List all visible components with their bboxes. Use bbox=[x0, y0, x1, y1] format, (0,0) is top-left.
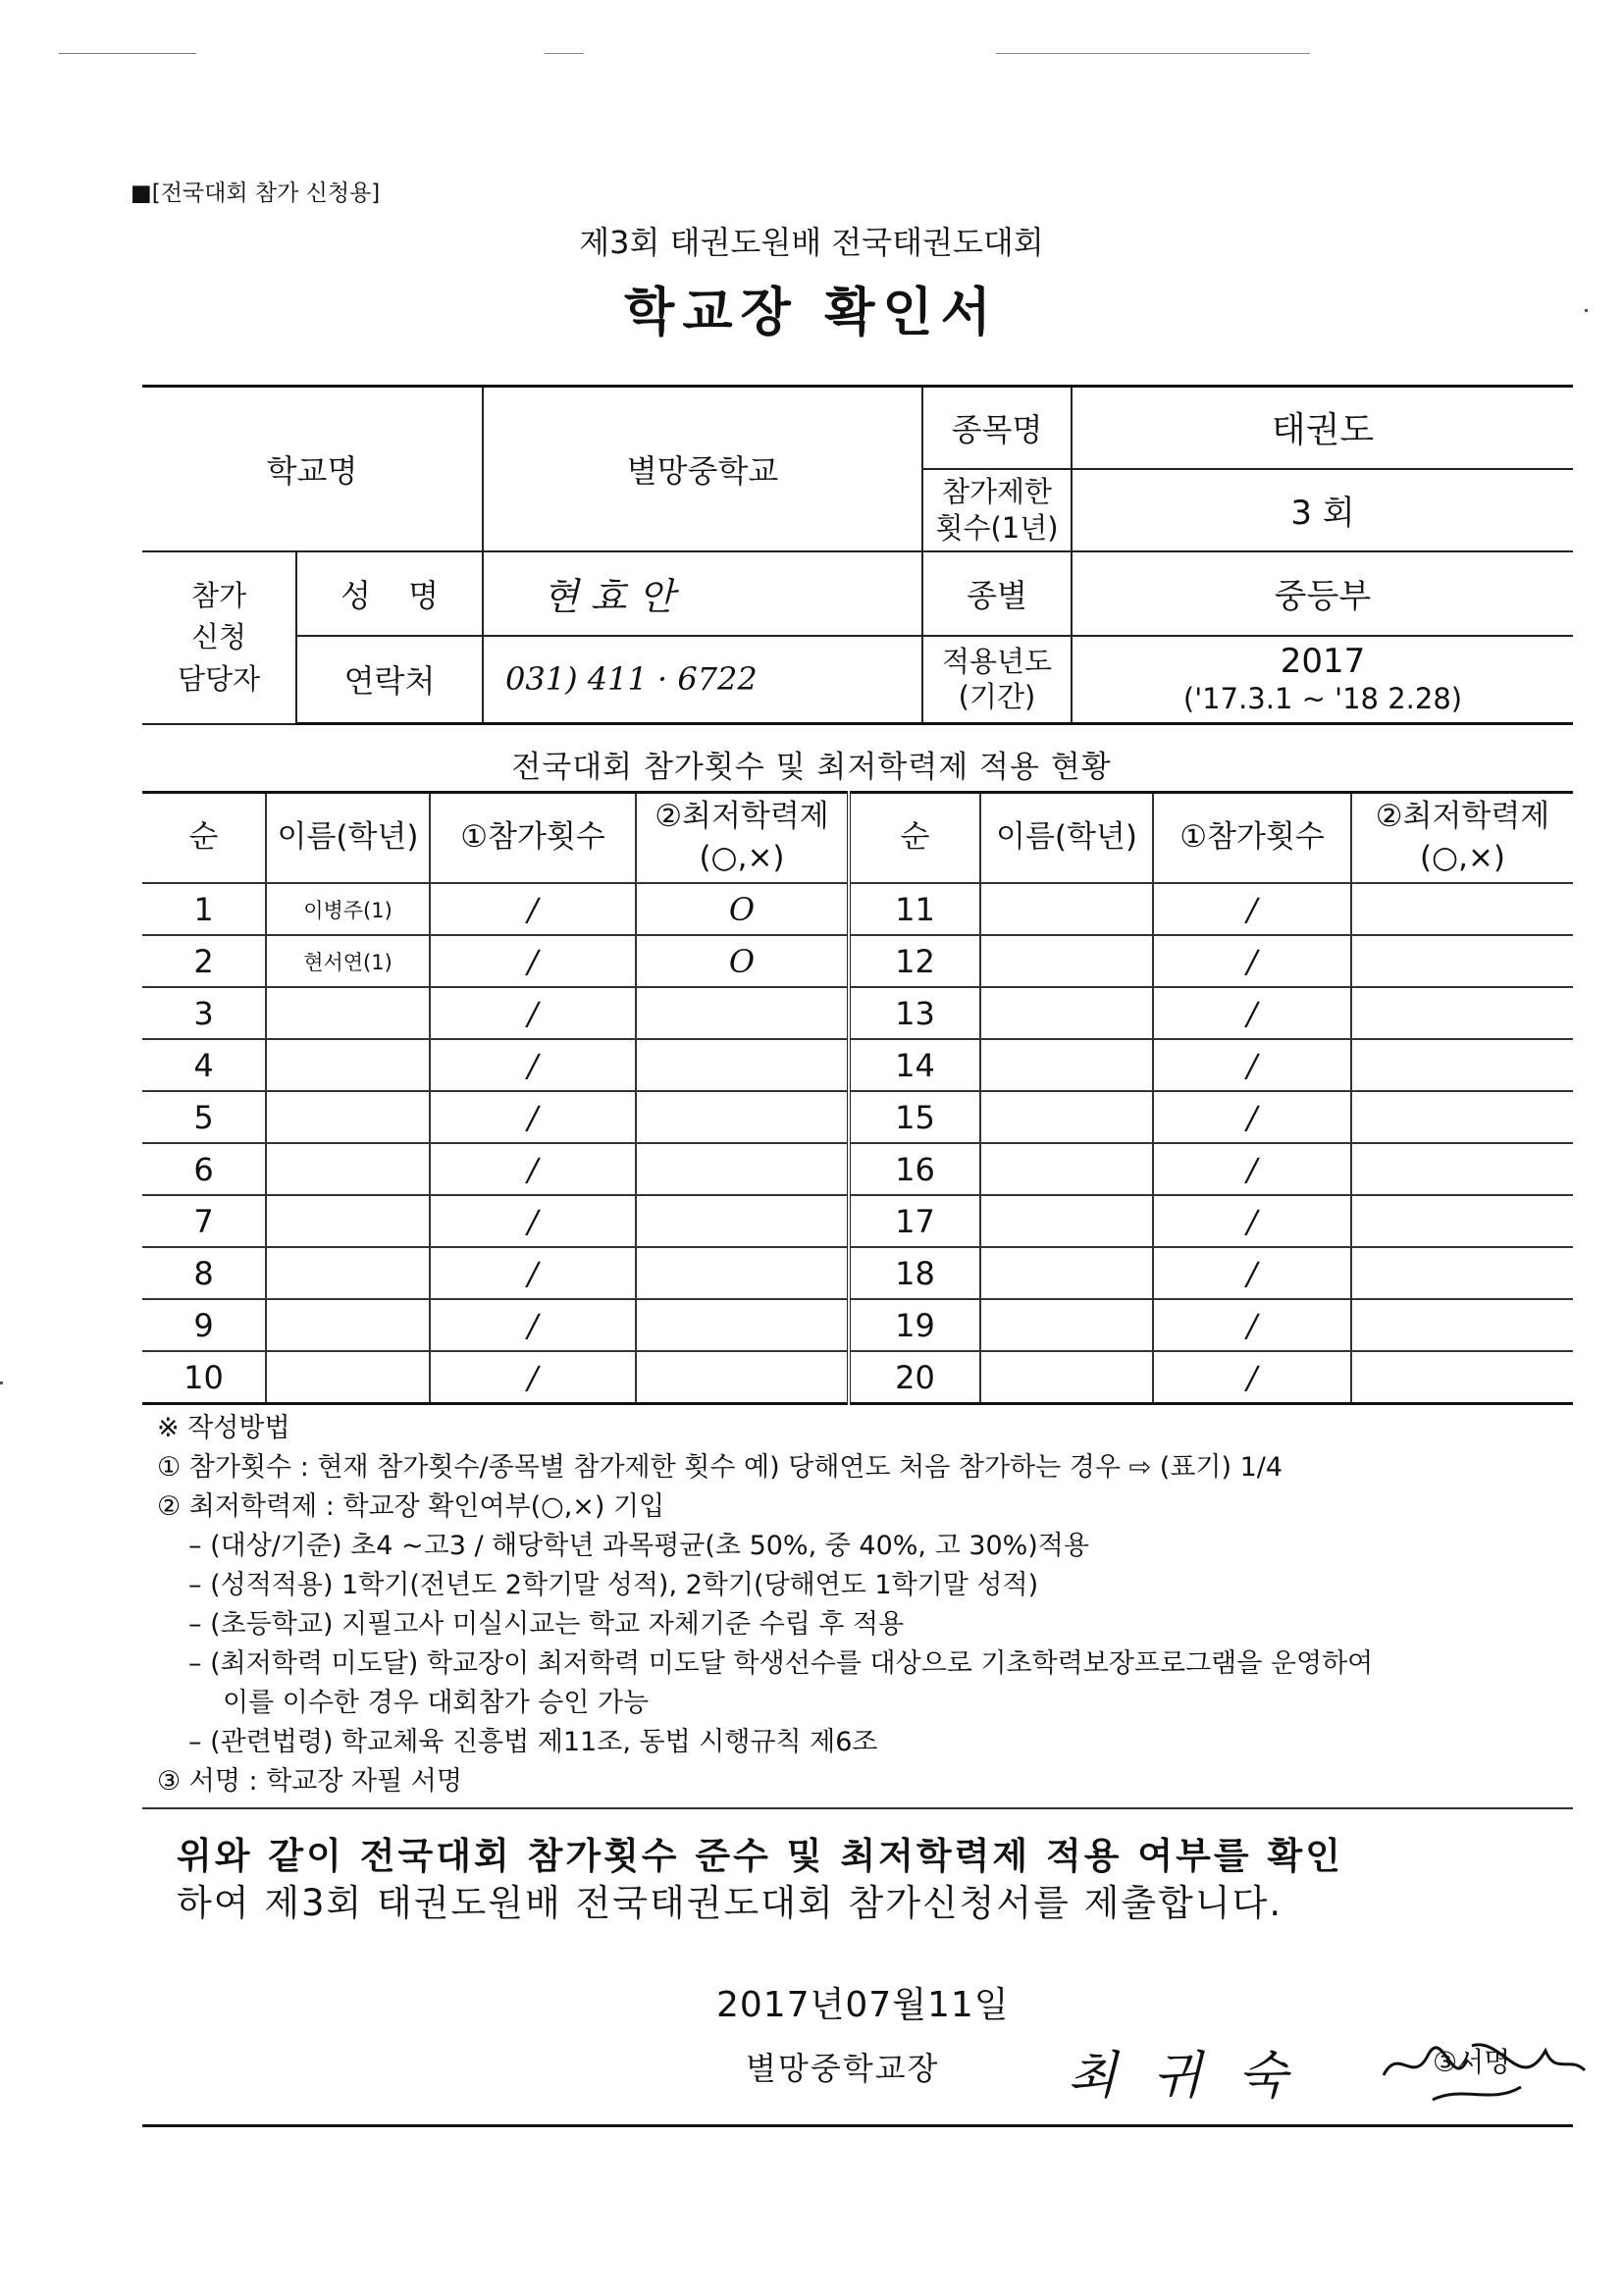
scan-dot bbox=[0, 1382, 3, 1384]
instruction-item: ① 참가횟수 : 현재 참가횟수/종목별 참가제한 횟수 예) 당해연도 처음 참가하는 경우 ⇨ (표기) 1/4 bbox=[157, 1452, 1283, 1483]
applicable-year-value bbox=[1072, 636, 1573, 724]
instruction-subitem: – (초등학교) 지필고사 미실시교는 학교 자체기준 수립 후 적용 bbox=[188, 1609, 905, 1640]
row-participation-count: / bbox=[430, 1351, 636, 1404]
row-name: 이병주(1) bbox=[266, 883, 430, 935]
row-no: 7 bbox=[142, 1195, 266, 1247]
participation-limit-label bbox=[922, 469, 1072, 551]
signature-scribble-icon bbox=[1374, 2016, 1599, 2124]
row-participation-count: / bbox=[1153, 1247, 1351, 1299]
row-participation-count: / bbox=[1153, 987, 1351, 1039]
category-label: ■[전국대회 참가 신청용] bbox=[131, 181, 381, 206]
sign-mark: ③서명 bbox=[1433, 2046, 1511, 2078]
contact-label: 연락처 bbox=[296, 636, 483, 724]
applicant-label bbox=[142, 551, 296, 724]
contact-value-handwritten: 031) 411 · 6722 bbox=[483, 636, 922, 724]
name-value-handwritten: 현 효 안 bbox=[483, 551, 922, 636]
row-participation-count: / bbox=[1153, 1039, 1351, 1091]
scan-line bbox=[545, 53, 584, 54]
table-row bbox=[142, 1351, 1573, 1404]
row-name bbox=[266, 1195, 430, 1247]
col-header-name: 이름(학년) bbox=[266, 793, 430, 884]
row-no: 10 bbox=[142, 1351, 266, 1404]
row-participation-count: / bbox=[430, 987, 636, 1039]
status-table bbox=[142, 791, 1573, 1405]
info-table bbox=[142, 385, 1573, 725]
row-no: 17 bbox=[849, 1195, 980, 1247]
row-participation-count: / bbox=[1153, 1091, 1351, 1143]
row-no: 8 bbox=[142, 1247, 266, 1299]
applicable-year-label bbox=[922, 636, 1072, 724]
row-no: 1 bbox=[142, 883, 266, 935]
row-no: 3 bbox=[142, 987, 266, 1039]
row-minimum-academic-mark bbox=[636, 1039, 849, 1091]
participation-limit-label-line1: 참가제한 bbox=[941, 475, 1053, 509]
row-name bbox=[980, 1247, 1153, 1299]
row-no: 6 bbox=[142, 1143, 266, 1195]
instructions-heading: ※ 작성방법 bbox=[157, 1413, 290, 1443]
row-name bbox=[266, 1299, 430, 1351]
row-participation-count: / bbox=[430, 1247, 636, 1299]
scan-dot bbox=[1585, 309, 1588, 312]
row-name bbox=[266, 1247, 430, 1299]
scan-line bbox=[996, 53, 1310, 54]
row-name bbox=[266, 1143, 430, 1195]
row-participation-count: / bbox=[1153, 1351, 1351, 1404]
row-minimum-academic-mark bbox=[636, 987, 849, 1039]
row-minimum-academic-mark bbox=[1351, 1091, 1573, 1143]
applicable-year-label-line1: 적용년도 bbox=[941, 645, 1053, 678]
applicant-label-line1: 참가 bbox=[190, 579, 247, 613]
instruction-subitem-continued: 이를 이수한 경우 대회참가 승인 가능 bbox=[223, 1688, 650, 1718]
row-minimum-academic-mark: O bbox=[636, 935, 849, 987]
applicable-period: ('17.3.1 ~ '18 2.28) bbox=[1182, 682, 1463, 716]
row-minimum-academic-mark bbox=[636, 1299, 849, 1351]
instruction-subitem: – (최저학력 미도달) 학교장이 최저학력 미도달 학생선수를 대상으로 기초학력보장프로그램을 운영하여 bbox=[188, 1648, 1374, 1679]
row-no: 5 bbox=[142, 1091, 266, 1143]
applicant-label-line2: 신청 bbox=[190, 620, 247, 654]
applicable-year-label-line2: (기간) bbox=[958, 680, 1036, 714]
row-minimum-academic-mark bbox=[636, 1143, 849, 1195]
participation-limit-label-line2: 횟수(1년) bbox=[935, 510, 1059, 545]
row-participation-count: / bbox=[430, 935, 636, 987]
table-row bbox=[142, 1195, 1573, 1247]
row-name bbox=[266, 1351, 430, 1404]
row-participation-count: / bbox=[1153, 1299, 1351, 1351]
row-no: 14 bbox=[849, 1039, 980, 1091]
divider bbox=[142, 2124, 1573, 2127]
applicable-year: 2017 bbox=[1280, 642, 1366, 682]
instructions bbox=[157, 1409, 1580, 1801]
table-row bbox=[142, 883, 1573, 935]
row-name: 현서연(1) bbox=[266, 935, 430, 987]
row-name bbox=[980, 1091, 1153, 1143]
col-header-minimum-academic bbox=[1351, 793, 1573, 884]
row-no: 20 bbox=[849, 1351, 980, 1404]
col-header-minimum-academic-line2: (○,×) bbox=[699, 840, 785, 875]
row-name bbox=[980, 1039, 1153, 1091]
status-table-title: 전국대회 참가횟수 및 최저학력제 적용 현황 bbox=[511, 750, 1112, 785]
row-name bbox=[980, 935, 1153, 987]
row-no: 4 bbox=[142, 1039, 266, 1091]
row-no: 15 bbox=[849, 1091, 980, 1143]
principal-label: 별망중학교장 bbox=[746, 2050, 940, 2087]
signature-date: 2017년07월11일 bbox=[716, 1985, 1010, 2025]
division-label: 종별 bbox=[922, 551, 1072, 636]
name-label: 성 명 bbox=[296, 551, 483, 636]
row-minimum-academic-mark bbox=[636, 1247, 849, 1299]
row-no: 18 bbox=[849, 1247, 980, 1299]
col-header-minimum-academic-line1: ②최저학력제 bbox=[654, 799, 829, 835]
confirmation-line1: 위와 같이 전국대회 참가횟수 준수 및 최저학력제 적용 여부를 확인 bbox=[177, 1835, 1343, 1877]
row-minimum-academic-mark bbox=[1351, 1247, 1573, 1299]
row-minimum-academic-mark bbox=[1351, 883, 1573, 935]
applicant-label-line3: 담당자 bbox=[177, 661, 261, 696]
row-name bbox=[980, 1299, 1153, 1351]
row-name bbox=[980, 883, 1153, 935]
instruction-item: ③ 서명 : 학교장 자필 서명 bbox=[157, 1766, 462, 1797]
row-minimum-academic-mark bbox=[636, 1195, 849, 1247]
instruction-subitem: – (관련법령) 학교체육 진흥법 제11조, 동법 시행규칙 제6조 bbox=[188, 1727, 878, 1757]
row-participation-count: / bbox=[1153, 1195, 1351, 1247]
row-no: 19 bbox=[849, 1299, 980, 1351]
document-title: 학교장 확인서 bbox=[624, 283, 999, 342]
row-participation-count: / bbox=[430, 1143, 636, 1195]
sport-value: 태권도 bbox=[1072, 387, 1573, 469]
row-participation-count: / bbox=[430, 1091, 636, 1143]
row-participation-count: / bbox=[430, 1299, 636, 1351]
table-row bbox=[142, 1039, 1573, 1091]
table-row bbox=[142, 1247, 1573, 1299]
row-minimum-academic-mark bbox=[1351, 987, 1573, 1039]
confirmation-statement bbox=[177, 1833, 1570, 1927]
table-row bbox=[142, 1299, 1573, 1351]
scan-line bbox=[59, 53, 196, 54]
col-header-name: 이름(학년) bbox=[980, 793, 1153, 884]
col-header-minimum-academic bbox=[636, 793, 849, 884]
divider bbox=[142, 1807, 1573, 1809]
col-header-no: 순 bbox=[142, 793, 266, 884]
row-name bbox=[980, 1351, 1153, 1404]
col-header-no: 순 bbox=[849, 793, 980, 884]
division-value: 중등부 bbox=[1072, 551, 1573, 636]
table-row bbox=[142, 935, 1573, 987]
event-title: 제3회 태권도원배 전국태권도대회 bbox=[579, 224, 1044, 261]
instruction-subitem: – (대상/기준) 초4 ~고3 / 해당학년 과목평균(초 50%, 중 40%, 고 30%)적용 bbox=[188, 1531, 1089, 1561]
row-name bbox=[980, 1195, 1153, 1247]
row-minimum-academic-mark bbox=[636, 1091, 849, 1143]
row-minimum-academic-mark bbox=[636, 1351, 849, 1404]
row-participation-count: / bbox=[1153, 935, 1351, 987]
row-participation-count: / bbox=[430, 1195, 636, 1247]
row-name bbox=[266, 987, 430, 1039]
col-header-participation-count: ①참가횟수 bbox=[1153, 793, 1351, 884]
row-minimum-academic-mark bbox=[1351, 1039, 1573, 1091]
row-no: 9 bbox=[142, 1299, 266, 1351]
row-minimum-academic-mark: O bbox=[636, 883, 849, 935]
row-minimum-academic-mark bbox=[1351, 935, 1573, 987]
row-name bbox=[980, 1143, 1153, 1195]
col-header-minimum-academic-line1: ②최저학력제 bbox=[1375, 799, 1550, 835]
row-participation-count: / bbox=[1153, 883, 1351, 935]
row-minimum-academic-mark bbox=[1351, 1299, 1573, 1351]
row-no: 16 bbox=[849, 1143, 980, 1195]
row-participation-count: / bbox=[430, 883, 636, 935]
row-no: 2 bbox=[142, 935, 266, 987]
row-participation-count: / bbox=[1153, 1143, 1351, 1195]
instruction-subitem: – (성적적용) 1학기(전년도 2학기말 성적), 2학기(당해연도 1학기말 성적) bbox=[188, 1570, 1039, 1600]
row-no: 11 bbox=[849, 883, 980, 935]
row-name bbox=[266, 1039, 430, 1091]
confirmation-line2: 하여 제3회 태권도원배 전국태권도대회 참가신청서를 제출합니다. bbox=[177, 1882, 1283, 1924]
participation-limit-value: 3 회 bbox=[1072, 469, 1573, 551]
row-name bbox=[980, 987, 1153, 1039]
row-no: 12 bbox=[849, 935, 980, 987]
table-row bbox=[142, 1091, 1573, 1143]
row-name bbox=[266, 1091, 430, 1143]
instruction-item: ② 최저학력제 : 학교장 확인여부(○,×) 기입 bbox=[157, 1491, 665, 1522]
table-row bbox=[142, 987, 1573, 1039]
row-minimum-academic-mark bbox=[1351, 1143, 1573, 1195]
col-header-participation-count: ①참가횟수 bbox=[430, 793, 636, 884]
table-row bbox=[142, 1143, 1573, 1195]
principal-signature-handwritten: 최 귀 숙 bbox=[1068, 2047, 1297, 2106]
school-name-value: 별망중학교 bbox=[483, 387, 922, 551]
row-no: 13 bbox=[849, 987, 980, 1039]
row-minimum-academic-mark bbox=[1351, 1195, 1573, 1247]
scribble-stroke bbox=[1384, 2045, 1585, 2100]
col-header-minimum-academic-line2: (○,×) bbox=[1419, 840, 1506, 875]
school-name-label: 학교명 bbox=[142, 387, 483, 551]
row-minimum-academic-mark bbox=[1351, 1351, 1573, 1404]
sport-label: 종목명 bbox=[922, 387, 1072, 469]
row-participation-count: / bbox=[430, 1039, 636, 1091]
